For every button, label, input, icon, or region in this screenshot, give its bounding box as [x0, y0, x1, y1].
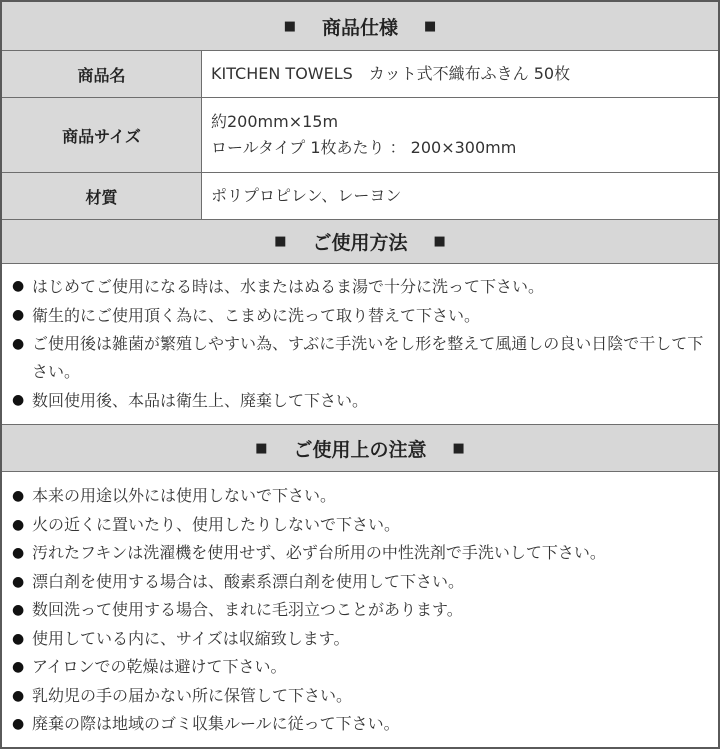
bullet-icon: ●	[12, 573, 25, 590]
spec-row-product-size	[2, 98, 718, 173]
caution-list	[2, 472, 718, 749]
spec-value	[203, 51, 718, 97]
heading-marker-right: ■	[424, 18, 437, 34]
spec-value	[203, 173, 718, 219]
spec-row-material	[2, 173, 718, 219]
list-item-text: 漂白剤を使用する場合は、酸素系漂白剤を使用して下さい。	[32, 571, 465, 591]
bullet-icon: ●	[12, 307, 25, 323]
list-item	[12, 511, 710, 540]
list-item	[12, 272, 710, 301]
usage-list	[2, 264, 718, 424]
spec-heading: 商品仕様	[321, 16, 398, 39]
spec-label: 商品サイズ	[2, 98, 202, 172]
list-item-text: はじめてご使用になる時は、水またはぬるま湯で十分に洗って下さい。	[32, 277, 545, 296]
bullet-icon: ●	[12, 602, 25, 618]
bullet-icon: ●	[12, 687, 25, 704]
spec-row-product-name	[2, 51, 718, 98]
bullet-icon: ●	[12, 278, 25, 294]
list-item	[12, 653, 710, 682]
list-item	[12, 330, 710, 386]
bullet-icon: ●	[12, 659, 25, 675]
spec-value-line: ポリプロピレン、レーヨン	[211, 186, 402, 205]
list-item	[12, 301, 710, 330]
heading-marker-left: ■	[283, 18, 296, 34]
list-item-text: 本来の用途以外には使用しないで下さい。	[32, 486, 337, 505]
list-item-text: 衛生的にご使用頂く為に、こまめに洗って取り替えて下さい。	[32, 306, 481, 325]
list-item-text: 数回使用後、本品は衛生上、廃棄して下さい。	[32, 391, 369, 410]
spec-label: 商品名	[2, 51, 202, 97]
caution-heading: ご使用上の注意	[293, 438, 427, 461]
heading-marker-left: ■	[274, 234, 287, 249]
list-item	[12, 710, 710, 739]
list-item	[12, 568, 710, 597]
bullet-icon: ●	[12, 336, 25, 352]
list-item-text: 火の近くに置いたり、使用したりしないで下さい。	[32, 514, 401, 534]
heading-marker-right: ■	[433, 234, 446, 249]
list-item	[12, 539, 710, 568]
list-item	[12, 682, 710, 711]
bullet-icon: ●	[12, 516, 25, 533]
list-item	[12, 596, 710, 625]
spec-value-line: ロールタイプ 1枚あたり ： 200×300mm	[211, 138, 517, 157]
heading-marker-left: ■	[255, 440, 268, 456]
caution-heading-bar	[2, 424, 718, 472]
spec-value	[203, 98, 718, 172]
bullet-icon: ●	[12, 392, 25, 408]
bullet-icon: ●	[12, 545, 25, 561]
spec-label: 材質	[2, 173, 202, 219]
list-item-text: 廃棄の際は地域のゴミ収集ルールに従って下さい。	[32, 714, 400, 733]
list-item	[12, 386, 710, 415]
spec-value-line: 約200mm×15m	[211, 112, 339, 131]
list-item-text: 使用している内に、サイズは収縮致します。	[32, 628, 350, 648]
list-item-text: 乳幼児の手の届かない所に保管して下さい。	[32, 685, 353, 705]
bullet-icon: ●	[12, 488, 25, 504]
list-item	[12, 625, 710, 654]
list-item	[12, 482, 710, 511]
spec-heading-bar	[2, 2, 718, 51]
bullet-icon: ●	[12, 716, 25, 732]
list-item-text: 数回洗って使用する場合、まれに毛羽立つことがあります。	[32, 600, 463, 619]
usage-heading: ご使用方法	[312, 232, 408, 254]
spec-value-line: KITCHEN TOWELS カット式不織布ふきん 50枚	[211, 64, 571, 83]
list-item-text: 汚れたフキンは洗濯機を使用せず、必ず台所用の中性洗剤で手洗いして下さい。	[32, 543, 606, 562]
usage-heading-bar	[2, 219, 718, 264]
list-item-text: ご使用後は雑菌が繁殖しやすい為、すぶに手洗いをし形を整えて風通しの良い日陰で干して下さい。	[32, 334, 704, 381]
spec-table	[2, 51, 718, 219]
bullet-icon: ●	[12, 630, 25, 647]
list-item-text: アイロンでの乾燥は避けて下さい。	[32, 657, 287, 676]
heading-marker-right: ■	[452, 440, 465, 456]
